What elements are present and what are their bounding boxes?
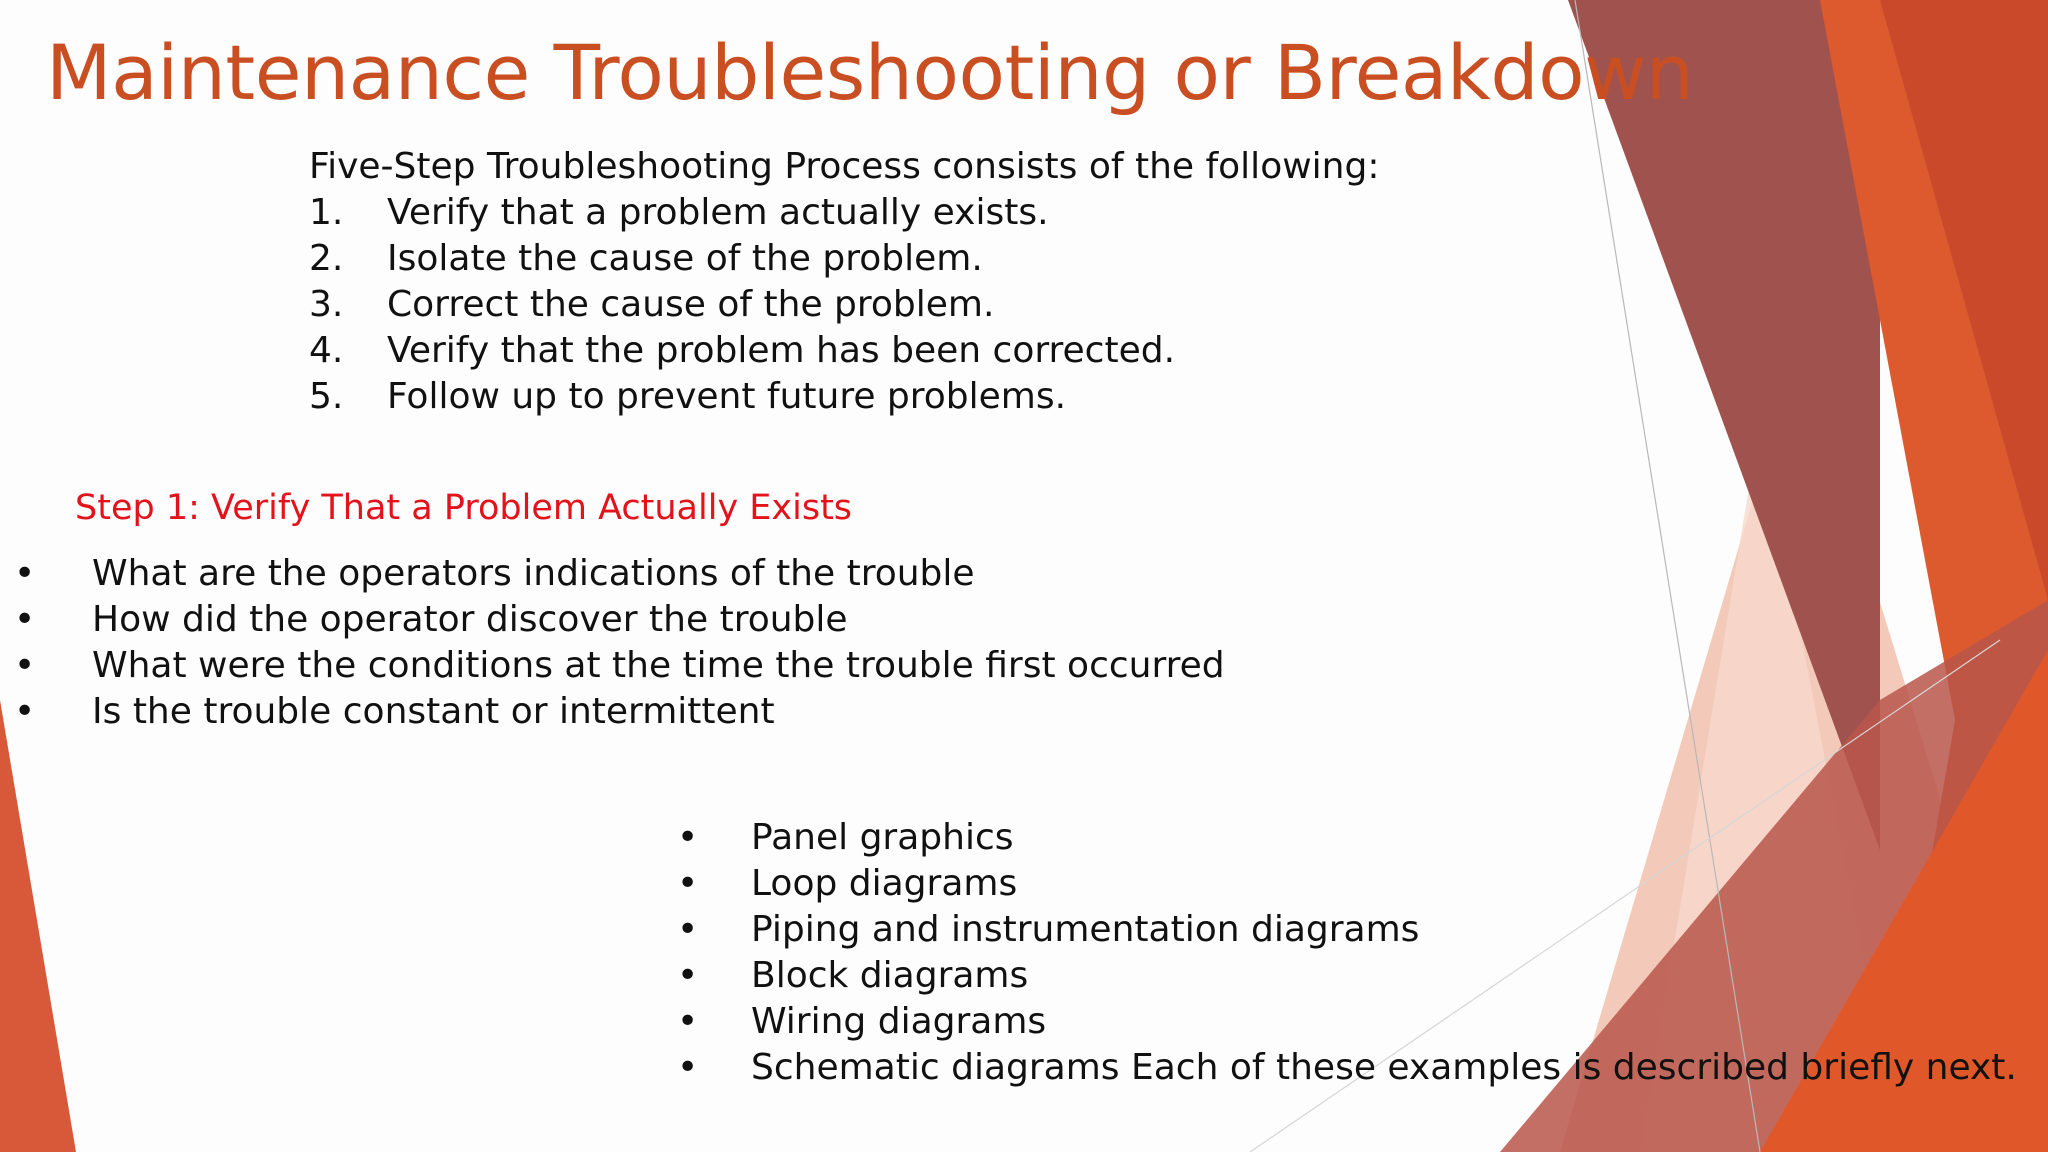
resources-list (673, 815, 2017, 1091)
step-number: 3. (309, 284, 344, 325)
resource-text: Panel graphics (751, 817, 1014, 858)
bullet-icon: • (677, 909, 699, 950)
question-item (14, 597, 1225, 643)
resource-text: Loop diagrams (751, 863, 1018, 904)
bullet-icon: • (677, 817, 699, 858)
step-item (309, 328, 1379, 374)
intro-section (309, 144, 1379, 420)
step-number: 2. (309, 238, 344, 279)
step-number: 1. (309, 192, 344, 233)
resource-text: Block diagrams (751, 955, 1029, 996)
resource-item (673, 953, 2017, 999)
bullet-icon: • (677, 1047, 699, 1088)
step-item (309, 374, 1379, 420)
bullet-icon: • (14, 691, 36, 732)
questions-list (14, 551, 1225, 735)
bullet-icon: • (14, 599, 36, 640)
step-text: Verify that the problem has been corrected. (387, 330, 1176, 371)
resource-item (673, 861, 2017, 907)
resource-text: Piping and instrumentation diagrams (751, 909, 1420, 950)
intro-heading: Five-Step Troubleshooting Process consists of the following: (309, 146, 1380, 187)
question-item (14, 551, 1225, 597)
step1-heading: Step 1: Verify That a Problem Actually Exists (75, 488, 853, 528)
step-text: Isolate the cause of the problem. (387, 238, 983, 279)
slide-title: Maintenance Troubleshooting or Breakdown (46, 28, 1694, 117)
step-item (309, 282, 1379, 328)
resource-text: Wiring diagrams (751, 1001, 1047, 1042)
step-text: Verify that a problem actually exists. (387, 192, 1049, 233)
step-item (309, 190, 1379, 236)
resource-item (673, 815, 2017, 861)
step-number: 4. (309, 330, 344, 371)
bullet-icon: • (677, 863, 699, 904)
bullet-icon: • (677, 1001, 699, 1042)
step-text: Correct the cause of the problem. (387, 284, 995, 325)
questions-section (14, 551, 1225, 735)
question-item (14, 689, 1225, 735)
step-item (309, 236, 1379, 282)
bullet-icon: • (677, 955, 699, 996)
question-text: Is the trouble constant or intermittent (92, 691, 775, 732)
question-text: What are the operators indications of the trouble (92, 553, 975, 594)
question-item (14, 643, 1225, 689)
resource-item (673, 1045, 2017, 1091)
resource-text: Schematic diagrams Each of these examples is described briefly next. (751, 1047, 2017, 1088)
bullet-icon: • (14, 645, 36, 686)
question-text: What were the conditions at the time the trouble first occurred (92, 645, 1225, 686)
step-number: 5. (309, 376, 344, 417)
steps-list (309, 190, 1379, 420)
step-text: Follow up to prevent future problems. (387, 376, 1067, 417)
resource-item (673, 999, 2017, 1045)
resource-item (673, 907, 2017, 953)
bullet-icon: • (14, 553, 36, 594)
question-text: How did the operator discover the trouble (92, 599, 848, 640)
resources-section (673, 815, 2017, 1091)
